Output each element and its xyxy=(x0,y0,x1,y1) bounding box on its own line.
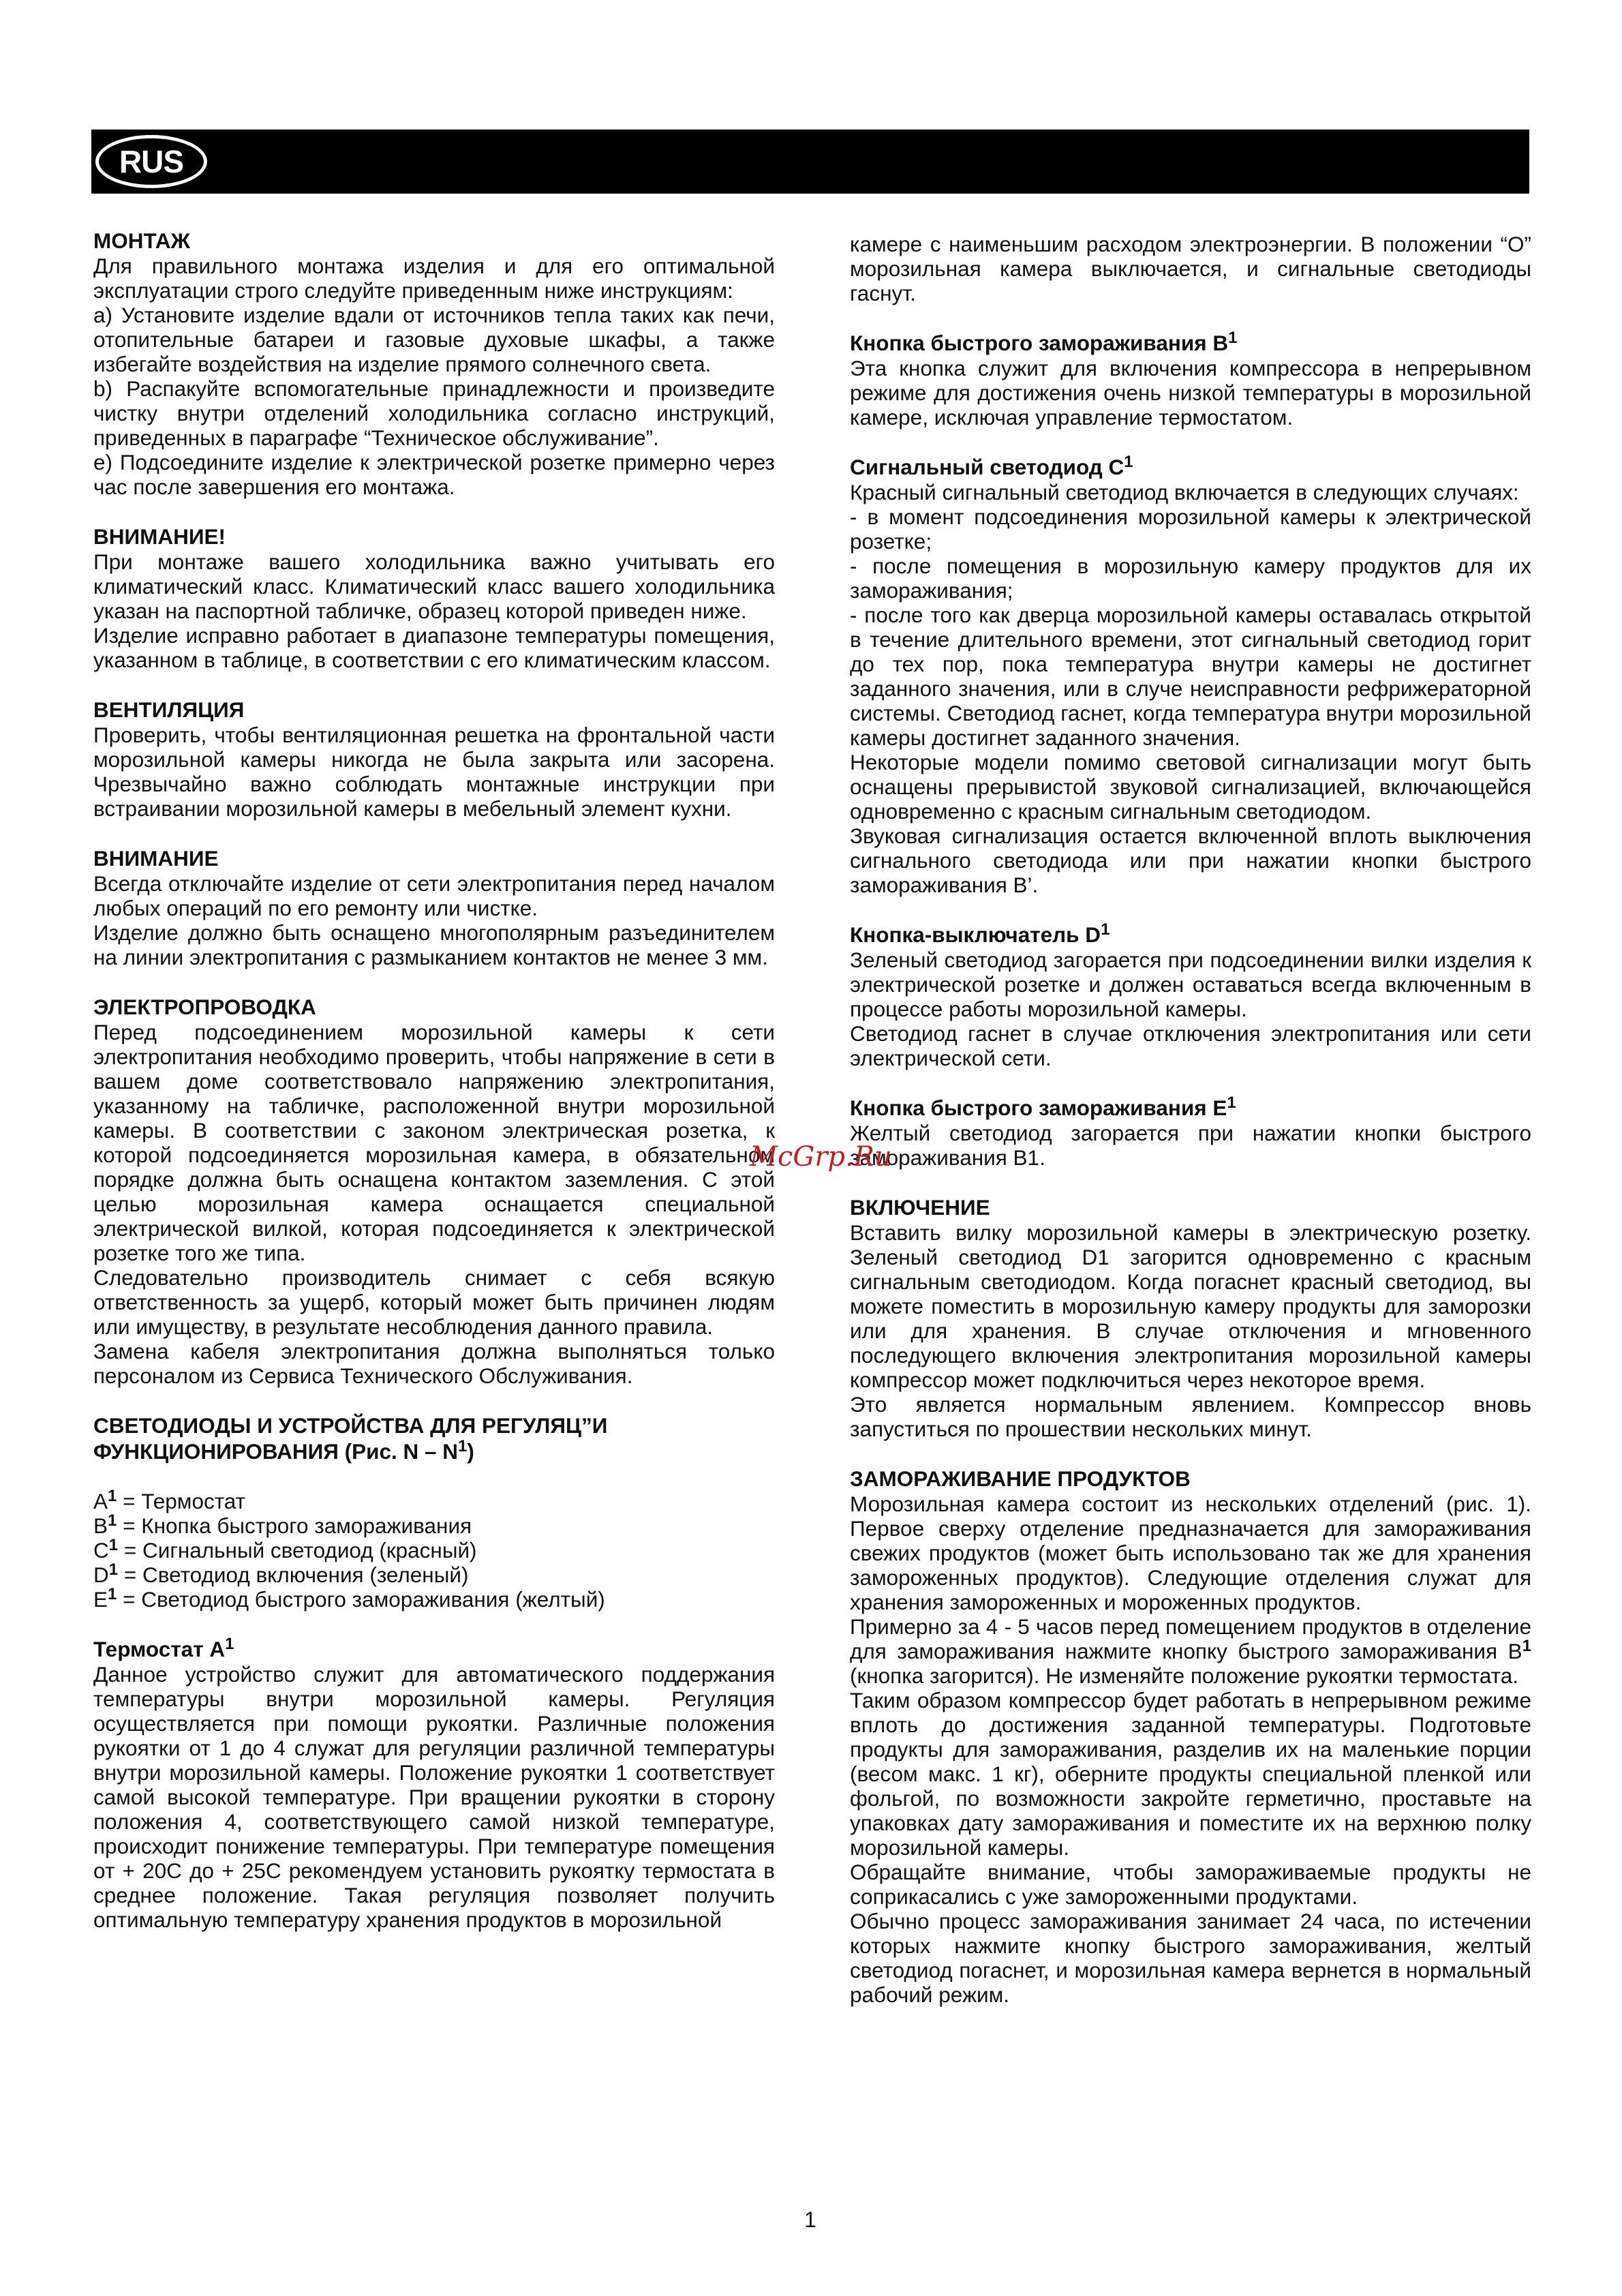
section-leds xyxy=(93,1413,775,1612)
section-title: Кнопка быстрого замораживания $B^1$ xyxy=(850,329,1238,355)
paragraph: Проверить, чтобы вентиляционная решетка на фронтальной части морозильной камеры никогда не была закрыта или засорена. Чрезвычайно важно соблюдать монтажные инструкции при встраивании морозильной камеры в мебельный элемент кухни. xyxy=(93,723,775,821)
section-thermostat xyxy=(93,1636,775,1932)
paragraph: Перед подсоединением морозильной камеры к сети электропитания необходимо проверить, чтобы напряжение в сети в вашем доме соответствовало напряжению электропитания, указанному на табличке, расположенной внутри морозильной камеры. В соответствии с законом электрическая розетка, к которой подсоединяется морозильная камера, в обязательном порядке должна быть оснащена контактом заземления. С этой целью морозильная камера оснащается специальной электрической вилкой, которая подсоединяется к электрической розетке того же типа. xyxy=(93,1020,775,1265)
section-title xyxy=(93,1413,775,1464)
paragraph: Обычно процесс замораживания занимает 24 часа, по истечении которых нажмите кнопку быстрого замораживания, желтый светодиод погаснет, и морозильная камера вернется в нормальный рабочий режим. xyxy=(850,1909,1531,2007)
paragraph: Изделие исправно работает в диапазоне температуры помещения, указанном в таблице, в соответствии с его климатическим классом. xyxy=(93,623,775,672)
section-title: ЭЛЕКТРОПРОВОДКА xyxy=(93,995,316,1019)
legend-item: $D^1$ = Светодиод включения (зеленый) xyxy=(93,1560,469,1587)
section-title: Кнопка быстрого замораживания $E^1$ xyxy=(850,1093,1236,1120)
paragraph: - в момент подсоединения морозильной камеры к электрической розетке; xyxy=(850,504,1531,554)
paragraph: Для правильного монтажа изделия и для его оптимальной эксплуатации строго следуйте приведенным ниже инструкциям: xyxy=(93,254,775,303)
paragraph: камере с наименьшим расходом электроэнергии. В положении “О” морозильная камера выключается, и сигнальные светодиоды гаснут. xyxy=(850,232,1531,305)
legend-list xyxy=(93,1489,775,1612)
paragraph: Замена кабеля электропитания должна выполняться только персоналом из Сервиса Технического Обслуживания. xyxy=(93,1339,775,1388)
section-title: Сигнальный светодиод $C^1$ xyxy=(850,453,1133,479)
paragraph: Следовательно производитель снимает с себя всякую ответственность за ущерб, который может быть причинен людям или имуществу, в результате несоблюдения данного правила. xyxy=(93,1265,775,1339)
paragraph: Некоторые модели помимо световой сигнализации могут быть оснащены прерывистой звуковой сигнализацией, включающейся одновременно с красным сигнальным светодиодом. xyxy=(850,750,1531,824)
paragraph: Данное устройство служит для автоматического поддержания температуры внутри морозильной камеры. Регуляция осуществляется при помощи рукоятки. Различные положения рукоятки от 1 до 4 служат для регуляции различной температуры внутри морозильной камеры. Положение рукоятки 1 соответствует самой высокой температуре. При вращении рукоятки в сторону положения 4, соответствующего самой низкой температуре, происходит понижение температуры. При температуре помещения от + 20С до + 25С рекомендуем установить рукоятку термостата в среднее положение. Такая регуляция позволяет получить оптимальную температуру хранения продуктов в морозильной xyxy=(93,1662,775,1932)
paragraph: Вставить вилку морозильной камеры в электрическую розетку. Зеленый светодиод D1 загорится одновременно с красным сигнальным светодиодом. Когда погаснет красный светодиод, вы можете поместить в морозильную камеру продукты для заморозки или для хранения. В случае отключения и мгновенного последующего включения электропитания морозильной камеры компрессор может подключиться через некоторое время. xyxy=(850,1220,1531,1392)
paragraph: Зеленый светодиод загорается при подсоединении вилки изделия к электрической розетке и должен оставаться всегда включенным в процессе работы морозильной камеры. xyxy=(850,948,1531,1021)
legend-item: $C^1$ = Сигнальный светодиод (красный) xyxy=(93,1536,477,1562)
section-power-on xyxy=(850,1194,1531,1441)
section-continuation xyxy=(850,232,1531,305)
paragraph: Красный сигнальный светодиод включается в следующих случаях: xyxy=(850,480,1519,504)
paragraph: Светодиод гаснет в случае отключения электропитания или сети электрической сети. xyxy=(850,1021,1531,1070)
section-switch-d xyxy=(850,922,1531,1070)
paragraph: Изделие должно быть оснащено многополярным разъединителем на линии электропитания с размыканием контактов не менее 3 мм. xyxy=(93,920,775,969)
paragraph: Обращайте внимание, чтобы замораживаемые продукты не соприкасались с уже замороженными продуктами. xyxy=(850,1860,1531,1909)
section-title: ВНИМАНИЕ xyxy=(93,846,219,871)
title-end: ) xyxy=(467,1439,474,1464)
header-bar xyxy=(91,130,1529,194)
section-title: ВЕНТИЛЯЦИЯ xyxy=(93,697,245,722)
section-wiring xyxy=(93,994,775,1388)
paragraph: Всегда отключайте изделие от сети электропитания перед началом любых операций по его ремонту или чистке. xyxy=(93,871,775,920)
title-line-2: ФУНКЦИОНИРОВАНИЯ (Рис. N – N xyxy=(93,1439,459,1464)
title-line-1: СВЕТОДИОДЫ И УСТРОЙСТВА ДЛЯ РЕГУЛЯЦ”И xyxy=(93,1413,608,1438)
section-title: Кнопка-выключатель $D^1$ xyxy=(850,920,1110,947)
section-montazh xyxy=(93,228,775,499)
section-led-c xyxy=(850,454,1531,897)
paragraph: Эта кнопка служит для включения компрессора в непрерывном режиме для достижения очень низкой температуры в морозильной камере, исключая управление термостатом. xyxy=(850,356,1531,429)
paragraph: - после того как дверца морозильной камеры оставалась открытой в течение длительного времени, этот сигнальный светодиод горит до тех пор, пока температура внутри камеры не достигнет заданного значения, или в случе неисправности рефрижераторной системы. Светодиод гаснет, когда температура внутри морозильной камеры достигнет заданного значения. xyxy=(850,603,1531,750)
page-number: 1 xyxy=(804,2207,816,2232)
section-title: ЗАМОРАЖИВАНИЕ ПРОДУКТОВ xyxy=(850,1466,1191,1491)
paragraph: e) Подсоедините изделие к электрической розетке примерно через час после завершения его монтажа. xyxy=(93,450,775,499)
section-button-e xyxy=(850,1095,1531,1170)
paragraph: Примерно за 4 - 5 часов перед помещением продуктов в отделение для замораживания нажмите кнопку быстрого замораживания $B^1$ (кнопка загорится). Не изменяйте положение рукоятки термостата. xyxy=(850,1614,1531,1688)
section-title: ВНИМАНИЕ! xyxy=(93,524,226,549)
section-button-b xyxy=(850,330,1531,429)
legend-item: $B^1$ = Кнопка быстрого замораживания xyxy=(93,1511,472,1538)
right-column xyxy=(850,232,1531,2031)
legend-item: $E^1$ = Светодиод быстрого замораживания (желтый) xyxy=(93,1585,605,1612)
left-column xyxy=(93,228,775,1957)
paragraph: Морозильная камера состоит из нескольких отделений (рис. 1). Первое сверху отделение предназначается для замораживания свежих продуктов (может быть использовано так же для хранения замороженных продуктов). Следующие отделения служат для хранения замороженных и мороженных продуктов. xyxy=(850,1492,1531,1614)
paragraph: a) Установите изделие вдали от источников тепла таких как печи, отопительные батареи и газовые духовые шкафы, а также избегайте воздействия на изделие прямого солнечного света. xyxy=(93,303,775,376)
section-title: ВКЛЮЧЕНИЕ xyxy=(850,1195,990,1220)
paragraph: - после помещения в морозильную камеру продуктов для их замораживания; xyxy=(850,554,1531,603)
paragraph: Звуковая сигнализация остается включенной вплоть выключения сигнального светодиода или при нажатии кнопки быстрого замораживания B’. xyxy=(850,824,1531,897)
section-title: Термостат $A^1$ xyxy=(93,1635,234,1661)
paragraph: Это является нормальным явлением. Компрессор вновь запуститься по прошествии нескольких минут. xyxy=(850,1392,1531,1441)
paragraph: Таким образом компрессор будет работать в непрерывном режиме вплоть до достижения заданной температуры. Подготовьте продукты для замораживания, разделив их на маленькие порции (весом макс. 1 кг), оберните продукты специальной пленкой или фольгой, по возможности закройте герметично, проставьте на упаковках дату замораживания и поместите их на верхнюю полку морозильной камеры. xyxy=(850,1688,1531,1860)
section-attention xyxy=(93,845,775,969)
paragraph: При монтаже вашего холодильника важно учитывать его климатический класс. Климатический класс вашего холодильника указан на паспортной табличке, образец которой приведен ниже. xyxy=(93,549,775,623)
paragraph: b) Распакуйте вспомогательные принадлежности и произведите чистку внутри отделений холодильника согласно инструкций, приведенных в параграфе “Техническое обслуживание”. xyxy=(93,376,775,450)
language-badge: RUS xyxy=(95,135,207,188)
superscript: 1 xyxy=(458,1437,468,1455)
paragraph: Желтый светодиод загорается при нажатии кнопки быстрого замораживания B1. xyxy=(850,1121,1531,1170)
legend-item: $A^1$ = Термостат xyxy=(93,1487,246,1513)
section-title: МОНТАЖ xyxy=(93,228,190,253)
section-freezing xyxy=(850,1466,1531,2007)
watermark: McGrp.Ru xyxy=(750,1141,892,1173)
section-ventilation xyxy=(93,697,775,821)
section-warning xyxy=(93,524,775,672)
